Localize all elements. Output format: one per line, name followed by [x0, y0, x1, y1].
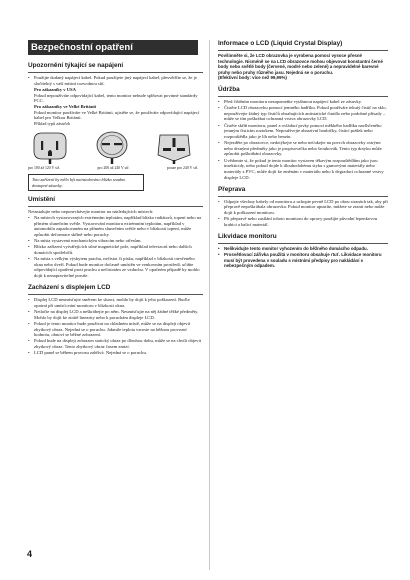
heading-rule [28, 294, 203, 295]
maintenance-heading: Údržba [218, 85, 240, 93]
lcd-info-pixels: (Efektivní body: více než 99,99%) [218, 75, 287, 81]
list-item: • Na místa vystavená mechanickým vibracím nebo otřesům. [28, 238, 203, 244]
list-item: • Prosvětlovací zářivka použitá v monitoru obsahuje rtuť. Likvidace monitoru musí být provedena v souladu s místními předpisy pro nakládání s nebezpečným odpadem. [218, 252, 388, 269]
plug-illustrations [28, 129, 196, 165]
list-item: • Čistěte skříň monitoru, panel a ovládací prvky pomocí měkkého hadříku navlhčeného jemným čisticím roztokem. Nepoužívejte abrazivní houbičky, čisticí prášek nebo rozpouštědla jako je líh nebo benzín. [218, 123, 388, 140]
placement-heading: Umístění [28, 196, 55, 204]
plug-captions [28, 166, 198, 171]
heading-rule [218, 196, 388, 197]
lcd-list [28, 297, 203, 356]
column-divider [209, 40, 210, 570]
list-item: • Na místech vystavovaných extrémním teplotám, například blízko radiátorů, topení nebo na přímém slunečním světle. Vystavování monitoru extrémním teplotám, například v automobilu zaparkovaném na přímém slunečním světle nebo v blízkosti topení, může způsobit deformace skříně nebo poruchy. [28, 215, 203, 238]
list-item: • Na místa s velkým výskytem prachu, nečistot či písku, například v blízkosti otevřeného okna nebo dveří. Pokud bude monitor dočasně umístěn ve venkovním prostředí, učiňte odpovídající opatření proti prachu a nečistotám ze vzduchu. V opačném případě by mohlo dojít k nenapravitelné poruše. [28, 256, 203, 279]
disposal-heading: Likvidace monitoru [218, 233, 277, 241]
heading-rule [218, 96, 388, 97]
transport-list [218, 199, 388, 228]
usa-text: Pokud nepoužíváte odpovídající kabel, tento monitor nebude splňovat povinné standardy FCC. [34, 92, 198, 104]
placement-intro: Neinstalujte nebo neponechávejte monitor na následujících místech: [28, 209, 154, 215]
power-list [28, 75, 203, 86]
plug-caption: pro 100 až 120 V stř. [28, 166, 60, 171]
page-number: 4 [27, 549, 33, 559]
list-item: • Displej LCD neumísťujte směrem ke slunci, mohlo by dojít k jeho poškození. Buďte opatrní při umísťování monitoru v blízkosti okna. [28, 297, 203, 308]
list-item: • Nejezděte po obrazovce, nedotýkejte se nebo neťukejte na povrch obrazovky ostrými nebo drsnými předměty jako je propisovačka nebo šroubovák. Tento typ dotyku může způsobit poškrábání obrazovky. [218, 140, 388, 157]
list-item: • Pokud je tento monitor bude používat na chladném místě, může se na displeji objevit zbytkový obraz. Nejedná se o poruchu. Jakmile teplota vzroste na běžnou provozní hodnotu, obnoví se běžné zobrazení. [28, 321, 203, 338]
left-column [28, 62, 203, 356]
list-item: • LCD panel se během provozu zahřívá. Nejedná se o poruchu. [28, 350, 203, 356]
right-column [218, 40, 388, 269]
plug-caption: pouze pro 240 V stř. [167, 166, 198, 171]
power-heading: Upozornění týkající se napájení [28, 62, 124, 69]
heading-rule [218, 50, 388, 51]
maintenance-list [218, 99, 388, 180]
list-item: • Blízko zařízení vytvářejících silné magnetické pole, například televizorů nebo dalších domácích spotřebičů. [28, 244, 203, 255]
list-item: • Čistěte LCD obrazovku pomocí jemného hadříku. Pokud používáte tekutý čistič na sklo, nepoužívejte žádný typ čističů obsahujících antistatické činidlo nebo podobné přísady – může se tím poškrábat ochranná vrstva obrazovky LCD. [218, 105, 388, 122]
lcd-heading: Zacházení s displejem LCD [28, 284, 111, 292]
heading-rule [218, 243, 388, 244]
heading-rule [28, 206, 203, 207]
list-item: • Použijte dodaný napájecí kabel. Pokud použijete jiný napájecí kabel, přesvědčte se, že je slučitelný s vaší místní rozvodnou sítí. [28, 75, 203, 86]
lcd-info-text: Povšimněte si, že LCD obrazovka je vyrobena pomocí vysoce přesné technologie. Nicméně se na LCD obrazovce mohou objevovat konstantní černé body nebo světlé body (červené, modré nebo zelené) a nepravidelné barevné pruhy nebo pruhy různého jasu. Nejedná se o poruchu. [218, 53, 383, 75]
list-item: • Netlačte na displej LCD a neškrábejte po něm. Neumísťujte na něj žádné těžké předměty. Mohlo by dojít ke ztrátě linearity nebo k poruchám displeje LCD. [28, 309, 203, 320]
usa-label: Pro zákazníky v USA [34, 86, 76, 92]
disposal-list [218, 246, 388, 269]
list-item: • Odpojte všechny kabely od monitoru a uchopte pevně LCD po obou stranách tak, aby při přepravě nepoškrábala obrazovka. Pokud monitor upustíte, můžete se zranit nebo může dojít k poškození monitoru. [218, 199, 388, 216]
uk-text: Pokud monitor používáte ve Velké Británii, ujistěte se, že používáte odpovídající napájecí kabel pro Velkou Británii. [34, 109, 200, 121]
socket-notice-box [28, 174, 144, 191]
heading-rule [28, 72, 203, 73]
plug-eu-icon [90, 129, 134, 165]
socket-notice: Toto zařízení by mělo být nainstalováno blízko snadno dostupné zásuvky. [32, 177, 126, 188]
list-item: • Uvědomte si, že pokud je tento monitor vystaven těkavým rozpouštědlům jako jsou insekticidy, nebo pokud dojde k dlouhodobému styku s gumovými materiály nebo materiály z PVC, může dojít ke změnám v materiálu nebo k degradaci ochranné vrstvy displeje LCD. [218, 158, 388, 181]
transport-heading: Přeprava [218, 185, 246, 193]
list-item: • Při přepravě nebo zasílání tohoto monitoru do opravy použijte původní lepenkovou krabici a balicí materiál. [218, 216, 388, 227]
placement-list [28, 215, 203, 279]
uk-label: Pro zákazníky ve Velké Británii [34, 103, 96, 109]
plug-uk-icon [152, 129, 196, 165]
plug-us-icon [28, 129, 72, 165]
plug-example-label: Příklad typů zástrček [34, 121, 71, 127]
list-item: • Nelikvidujte tento monitor vyhozením do běžného domácího odpadu. [218, 246, 388, 252]
page-title: Bezpečnostní opatření [31, 42, 133, 53]
list-item: • Před čištěním monitoru nezapomeňte vytáhnout napájecí kabel ze zásuvky. [218, 99, 388, 105]
plug-caption: pro 200 až 240 V stř. [97, 166, 130, 171]
lcd-info-heading: Informace o LCD (Liquid Crystal Display) [218, 40, 343, 47]
list-item: • Pokud bude na displeji zobrazen statický obraz po dlouhou dobu, může se na chvíli objevit zbytkový obraz. Tento zbytkový obraz časem zmizí. [28, 338, 203, 349]
